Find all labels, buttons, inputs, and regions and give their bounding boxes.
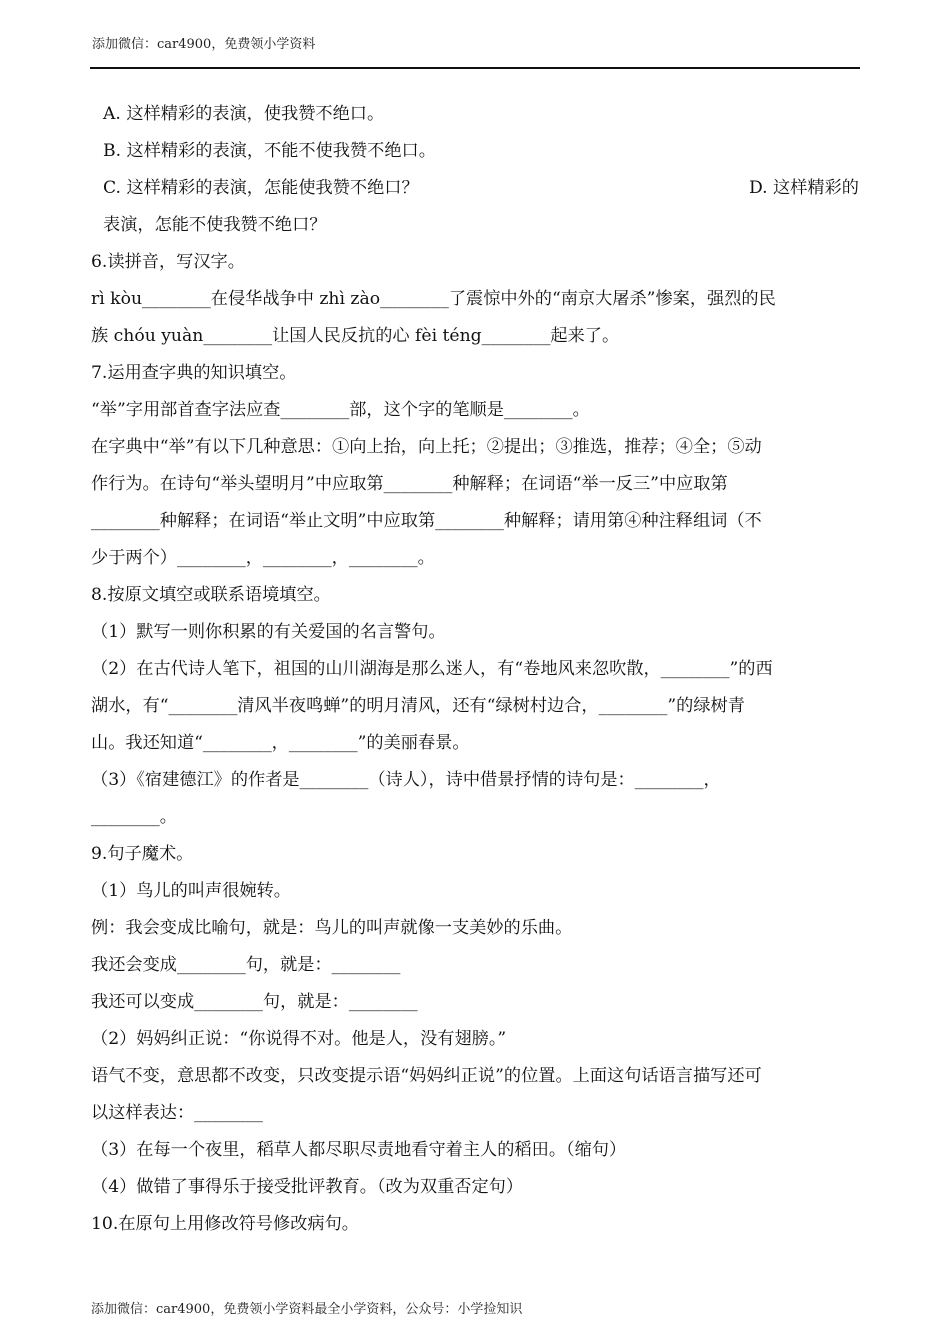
question-9-blank-2: 我还可以变成________句，就是：________ bbox=[91, 992, 418, 1012]
question-6-line-2: 族 chóu yuàn________让国人民反抗的心 fèi téng________起来了。 bbox=[91, 326, 620, 346]
question-7-line-1: “举”字用部首查字法应查________部，这个字的笔顺是________。 bbox=[91, 400, 590, 420]
page-header: 添加微信：car4900，免费领小学资料 bbox=[92, 37, 316, 52]
question-7-line-4: ________种解释；在词语“举止文明”中应取第________种解释；请用第④种注释组词（不 bbox=[91, 511, 762, 531]
question-9-part-2: （2）妈妈纠正说：“你说得不对。他是人，没有翅膀。” bbox=[91, 1029, 507, 1049]
question-8-part-2-line-1: （2）在古代诗人笔下，祖国的山川湖海是那么迷人，有“卷地风来忽吹散，________”的西 bbox=[91, 659, 773, 679]
question-9-part-2-instruction: 语气不变，意思都不改变，只改变提示语“妈妈纠正说”的位置。上面这句话语言描写还可 bbox=[91, 1066, 762, 1086]
question-6-title: 6.读拼音，写汉字。 bbox=[91, 252, 245, 272]
header-rule bbox=[90, 67, 860, 69]
option-a: A. 这样精彩的表演，使我赞不绝口。 bbox=[103, 104, 385, 124]
page-footer: 添加微信：car4900，免费领小学资料最全小学资料，公众号：小学捡知识 bbox=[91, 1302, 523, 1317]
options-c-d bbox=[91, 170, 859, 207]
question-7-line-2: 在字典中“举”有以下几种意思：①向上抬，向上托；②提出；③推选，推荐；④全；⑤动 bbox=[91, 437, 762, 457]
option-d-end: 表演，怎能不使我赞不绝口？ bbox=[103, 215, 327, 235]
question-8-part-2-line-2: 湖水，有“________清风半夜鸣蝉”的明月清风，还有“绿树村边合，________”的绿树青 bbox=[91, 696, 745, 716]
question-7-title: 7.运用查字典的知识填空。 bbox=[91, 363, 297, 383]
option-b: B. 这样精彩的表演，不能不使我赞不绝口。 bbox=[103, 141, 436, 161]
question-9-part-2-blank: 以这样表达：________ bbox=[91, 1103, 263, 1123]
question-9-part-1: （1）鸟儿的叫声很婉转。 bbox=[91, 881, 291, 901]
question-7-line-3: 作行为。在诗句“举头望明月”中应取第________种解释；在词语“举一反三”中应取第 bbox=[91, 474, 728, 494]
option-c: C. 这样精彩的表演，怎能使我赞不绝口？ bbox=[103, 178, 419, 198]
question-8-part-3-line-2: ________。 bbox=[91, 807, 177, 827]
question-9-part-4: （4）做错了事得乐于接受批评教育。（改为双重否定句） bbox=[91, 1177, 524, 1197]
question-6-line-1: rì kòu________在侵华战争中 zhì zào________了震惊中外的“南京大屠杀”惨案，强烈的民 bbox=[91, 289, 776, 309]
question-9-example: 例：我会变成比喻句，就是：鸟儿的叫声就像一支美妙的乐曲。 bbox=[91, 918, 573, 938]
question-8-part-2-line-3: 山。我还知道“________，________”的美丽春景。 bbox=[91, 733, 470, 753]
question-8-title: 8.按原文填空或联系语境填空。 bbox=[91, 585, 331, 605]
question-9-title: 9.句子魔术。 bbox=[91, 844, 194, 864]
document-body bbox=[91, 96, 859, 1243]
question-8-part-1: （1）默写一则你积累的有关爱国的名言警句。 bbox=[91, 622, 446, 642]
question-9-blank-1: 我还会变成________句，就是：________ bbox=[91, 955, 401, 975]
question-8-part-3-line-1: （3）《宿建德江》的作者是________（诗人），诗中借景抒情的诗句是：________， bbox=[91, 770, 721, 790]
question-9-part-3: （3）在每一个夜里，稻草人都尽职尽责地看守着主人的稻田。（缩句） bbox=[91, 1140, 627, 1160]
option-d-start: D. 这样精彩的 bbox=[748, 178, 859, 198]
question-7-line-5: 少于两个）________，________，________。 bbox=[91, 548, 435, 568]
question-10-title: 10.在原句上用修改符号修改病句。 bbox=[91, 1214, 359, 1234]
